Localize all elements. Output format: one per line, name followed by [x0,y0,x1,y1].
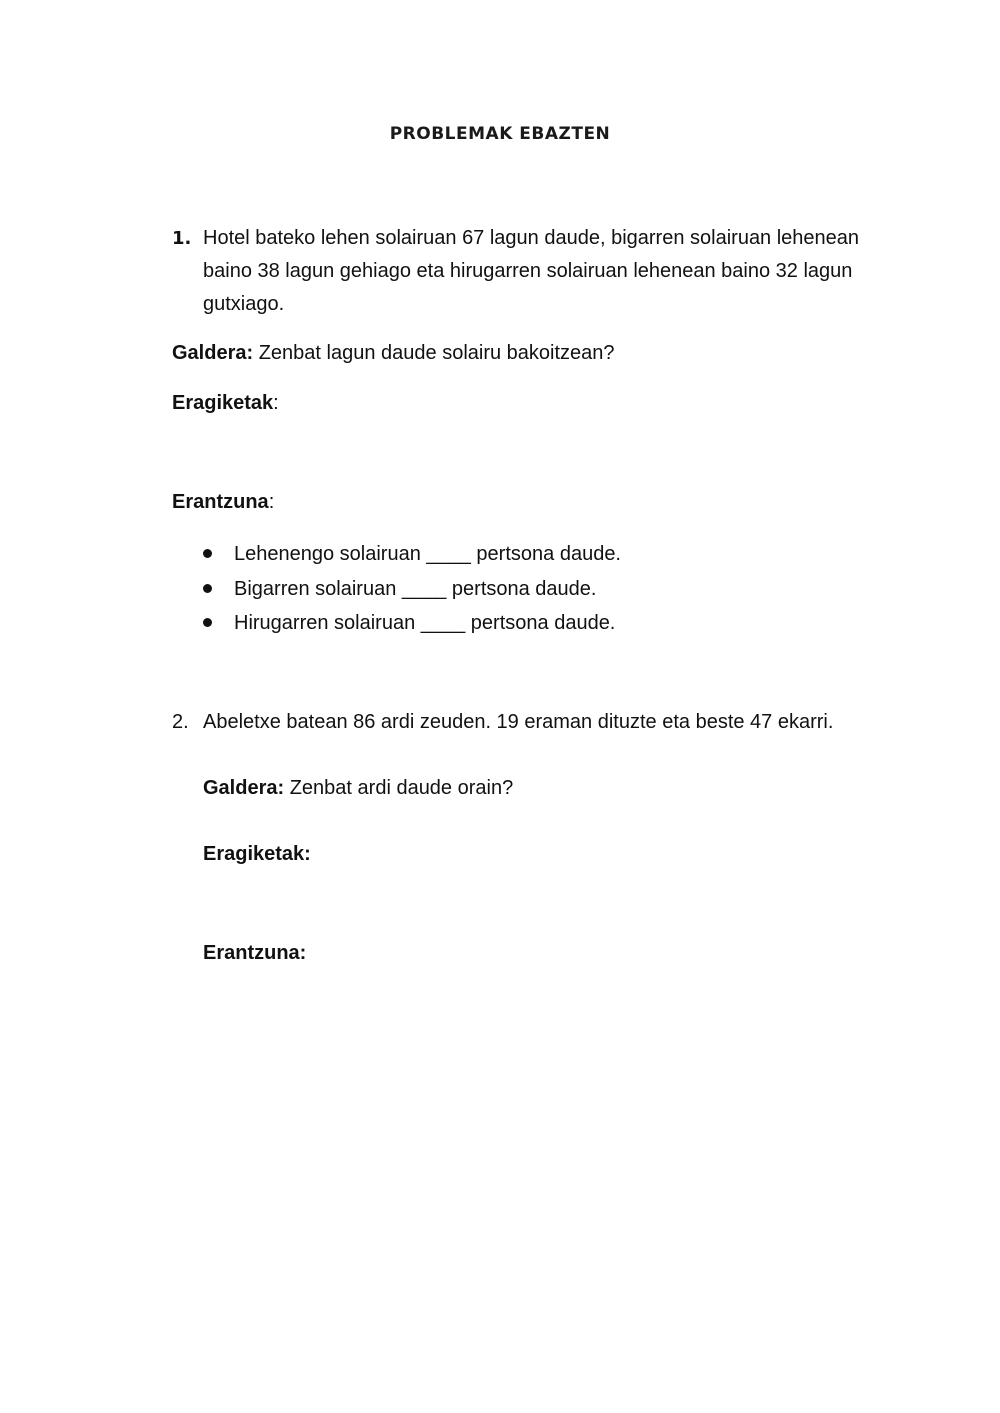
problem-1 [172,222,862,321]
question-text: Zenbat ardi daude orain? [284,777,514,799]
problem-2-operations-label: Eragiketak: [203,843,311,865]
bullet-icon [203,549,212,558]
problem-1-answer [172,488,274,516]
answer-line: Bigarren solairuan ____ pertsona daude. [234,577,597,600]
operations-label: Eragiketak [172,392,274,414]
problem-2-text: Abeletxe batean 86 ardi zeuden. 19 eraman dituzte eta beste 47 ekarri. [203,711,834,733]
problem-2 [172,706,862,739]
page-title: PROBLEMAK EBAZTEN [389,124,611,144]
list-item [200,609,621,644]
list-item [200,575,621,610]
problem-1-text: Hotel bateko lehen solairuan 67 lagun daude, bigarren solairuan lehenean baino 38 lagun gehiago eta hirugarren solairuan lehenean baino 32 lagun gutxiago. [203,227,860,315]
answer-line: Hirugarren solairuan ____ pertsona daude. [234,612,616,634]
question-text: Zenbat lagun daude solairu bakoitzean? [253,342,615,364]
answer-label: Erantzuna [172,491,269,513]
question-label: Galdera: [203,777,285,799]
problem-2-answer-label: Erantzuna: [203,942,307,964]
problem-1-question [172,339,615,367]
answer-list [200,540,621,644]
problem-2-question [203,774,513,802]
operations-colon: : [273,392,279,414]
bullet-icon [203,618,212,627]
question-label: Galdera: [172,342,254,364]
problem-2-number: 2. [172,711,189,733]
problem-1-operations [172,389,279,417]
problem-1-number: 1. [172,228,192,249]
bullet-icon [203,584,212,593]
answer-colon: : [268,491,275,513]
list-item [200,540,621,575]
answer-line: Lehenengo solairuan ____ pertsona daude. [234,543,621,565]
